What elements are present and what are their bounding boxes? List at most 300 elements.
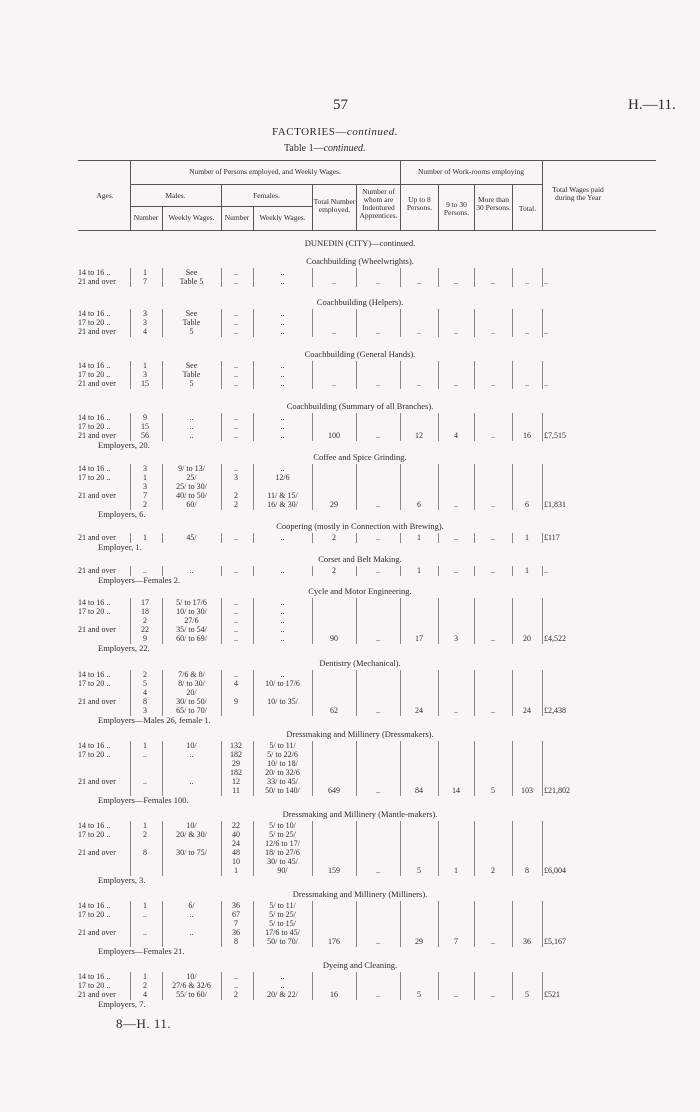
cell-mw: 30/ to 75/	[176, 848, 207, 857]
cell-mw: 9/ to 13/	[178, 464, 205, 473]
cell-mw: ..	[189, 910, 194, 919]
cell-mw: 6/	[188, 901, 195, 910]
cell-mw: 27/6	[184, 616, 199, 625]
cell-r2: ..	[454, 500, 458, 509]
cell-mw: 10/	[186, 821, 197, 830]
cell-fw: 50/ to 140/	[265, 786, 300, 795]
cell-tot: 16	[330, 990, 338, 999]
page-footer: 8—H. 11.	[116, 1016, 172, 1031]
cell-age: 21 and over	[78, 566, 116, 575]
cell-wages: £4,522	[544, 634, 566, 643]
cell-fw: ..	[280, 598, 285, 607]
employers-note: Employers—Males 26, female 1.	[98, 715, 211, 725]
cell-fw: ..	[280, 327, 285, 336]
cell-fw: ..	[280, 379, 285, 388]
cell-fw: 5/ to 10/	[269, 821, 296, 830]
cell-r1: ..	[417, 327, 421, 336]
cell-fn: 48	[232, 848, 240, 857]
cell-mn: 2	[143, 500, 147, 509]
cell-fw: 11/ & 15/	[267, 491, 298, 500]
cell-mn: 1	[143, 972, 147, 981]
cell-fw: ..	[280, 607, 285, 616]
cell-mn: 9	[143, 634, 147, 643]
cell-mn: 5	[143, 679, 147, 688]
cell-mw: Table	[182, 370, 201, 379]
cell-app: ..	[376, 277, 380, 286]
cell-rt: 1	[525, 533, 529, 542]
cell-age: 21 and over	[78, 533, 116, 542]
cell-age: 14 to 16 ..	[78, 464, 111, 473]
cell-mn: ..	[143, 910, 147, 919]
cell-age: 14 to 16 ..	[78, 972, 111, 981]
cell-fw: ..	[280, 981, 285, 990]
cell-r2: ..	[454, 566, 458, 575]
cell-fn: ..	[234, 616, 238, 625]
cell-fw: 5/ to 15/	[269, 919, 296, 928]
cell-mw: 30/ to 50/	[176, 697, 207, 706]
cell-app: ..	[376, 533, 380, 542]
cell-app: ..	[376, 500, 380, 509]
cell-fw: ..	[280, 318, 285, 327]
cell-age: 17 to 20 ..	[78, 981, 111, 990]
cell-fw: 20/ & 22/	[267, 990, 298, 999]
cell-fn: ..	[234, 431, 238, 440]
cell-fw: ..	[280, 670, 285, 679]
cell-mn: ..	[143, 777, 147, 786]
cell-fw: ..	[280, 413, 285, 422]
cell-mn: 2	[143, 830, 147, 839]
cell-wages: £21,802	[544, 786, 570, 795]
cell-fw: 20/ to 32/6	[265, 768, 300, 777]
cell-age: 21 and over	[78, 848, 116, 857]
cell-mn: 8	[143, 697, 147, 706]
cell-app: ..	[376, 634, 380, 643]
cell-fw: 10/ to 35/	[267, 697, 298, 706]
cell-mw: 27/6 & 32/6	[172, 981, 211, 990]
cell-mw: ..	[189, 750, 194, 759]
cell-mn: 3	[143, 464, 147, 473]
cell-mw: See	[185, 268, 198, 277]
cell-r3: 5	[491, 786, 495, 795]
cell-fw: ..	[280, 277, 285, 286]
cell-r1: 6	[417, 500, 421, 509]
cell-mn: 1	[143, 741, 147, 750]
cell-fn: 36	[232, 901, 240, 910]
cell-fw: 5/ to 11/	[269, 741, 296, 750]
cell-mn: 4	[143, 990, 147, 999]
cell-mw: 60/ to 69/	[176, 634, 207, 643]
cell-age: 14 to 16 ..	[78, 598, 111, 607]
section-title: Coffee and Spice Grinding.	[313, 452, 407, 462]
cell-mw: 10/	[186, 972, 197, 981]
table-label: Table 1—	[284, 143, 324, 154]
cell-tot: ..	[332, 327, 336, 336]
cell-r2: ..	[454, 277, 458, 286]
cell-mw: 60/	[186, 500, 197, 509]
employers-note: Employers—Females 21.	[98, 946, 185, 956]
cell-fw: 16/ & 30/	[267, 500, 298, 509]
section-title: Coachbuilding (Wheelwrights).	[306, 256, 414, 266]
section-title: Dentistry (Mechanical).	[319, 658, 401, 668]
cell-fn: 8	[234, 937, 238, 946]
cell-r1: ..	[417, 277, 421, 286]
header-persons-group: Number of Persons employed, and Weekly Wages.	[189, 167, 341, 176]
cell-fw: ..	[280, 634, 285, 643]
document-reference: H.—11.	[628, 97, 676, 113]
cell-fw: ..	[280, 309, 285, 318]
cell-r1: 12	[415, 431, 423, 440]
cell-fn: 3	[234, 473, 238, 482]
cell-mw: 65/ to 70/	[176, 706, 207, 715]
cell-mw: 35/ to 54/	[176, 625, 207, 634]
cell-mw: 40/ to 50/	[176, 491, 207, 500]
cell-fw: 10/ to 17/6	[265, 679, 300, 688]
cell-fw: 5/ to 25/	[269, 830, 296, 839]
cell-fw: ..	[280, 972, 285, 981]
cell-fw: 50/ to 70/	[267, 937, 298, 946]
cell-fn: 1	[234, 866, 238, 875]
cell-r2: ..	[454, 706, 458, 715]
cell-age: 14 to 16 ..	[78, 268, 111, 277]
cell-wages: £2,438	[544, 706, 566, 715]
cell-r1: 1	[417, 533, 421, 542]
section-title: Coachbuilding (General Hands).	[304, 349, 416, 359]
cell-mw: 8/ to 30/	[178, 679, 205, 688]
cell-mn: 2	[143, 981, 147, 990]
cell-tot: ..	[332, 277, 336, 286]
title-text: FACTORIES—	[272, 126, 347, 138]
cell-mw: 55/ to 60/	[176, 990, 207, 999]
cell-age: 14 to 16 ..	[78, 741, 111, 750]
cell-fw: 17/6 to 45/	[265, 928, 300, 937]
employers-note: Employers, 7.	[98, 999, 146, 1009]
cell-mw: Table 5	[179, 277, 204, 286]
table-subtitle	[284, 143, 366, 154]
cell-tot: 29	[330, 500, 338, 509]
cell-app: ..	[376, 866, 380, 875]
employers-note: Employers, 20.	[98, 440, 150, 450]
section-title: Dressmaking and Millinery (Mantle-makers).	[282, 809, 438, 819]
cell-r2: 7	[454, 937, 458, 946]
cell-tot: 159	[328, 866, 340, 875]
cell-fw: 12/6 to 17/	[265, 839, 300, 848]
table-suffix: continued.	[323, 143, 366, 154]
cell-mn: 9	[143, 413, 147, 422]
cell-r2: ..	[454, 533, 458, 542]
cell-rt: 5	[525, 990, 529, 999]
employers-note: Employers, 22.	[98, 643, 150, 653]
cell-wages: £1,831	[544, 500, 566, 509]
cell-mw: ..	[189, 422, 194, 431]
cell-fw: ..	[280, 625, 285, 634]
cell-mn: 1	[143, 821, 147, 830]
cell-fn: 4	[234, 679, 238, 688]
cell-wages: ..	[544, 379, 548, 388]
cell-age: 14 to 16 ..	[78, 309, 111, 318]
cell-age: 17 to 20 ..	[78, 607, 111, 616]
cell-rt: ..	[525, 277, 529, 286]
cell-fw: ..	[280, 431, 285, 440]
cell-age: 21 and over	[78, 697, 116, 706]
cell-wages: £6,004	[544, 866, 566, 875]
header-9-to-30: 9 to 30 Persons.	[443, 200, 470, 217]
cell-age: 17 to 20 ..	[78, 679, 111, 688]
cell-age: 17 to 20 ..	[78, 910, 111, 919]
cell-mw: ..	[189, 777, 194, 786]
cell-mn: 1	[143, 361, 147, 370]
cell-r3: ..	[491, 277, 495, 286]
cell-app: ..	[376, 379, 380, 388]
cell-fn: ..	[234, 268, 238, 277]
cell-mw: 10/ to 30/	[176, 607, 207, 616]
section-title: Cycle and Motor Engineering.	[308, 586, 412, 596]
cell-mw: 10/	[186, 741, 197, 750]
cell-app: ..	[376, 937, 380, 946]
cell-mn: 3	[143, 370, 147, 379]
cell-tot: ..	[332, 379, 336, 388]
cell-r3: ..	[491, 500, 495, 509]
cell-r2: ..	[454, 379, 458, 388]
cell-mw: 5	[189, 327, 194, 336]
cell-fn: 9	[234, 697, 238, 706]
cell-mn: 4	[143, 327, 147, 336]
cell-mw: See	[185, 309, 198, 318]
cell-r2: 1	[454, 866, 458, 875]
header-total-wages: Total Wages paid during the Year	[552, 185, 604, 202]
cell-age: 17 to 20 ..	[78, 422, 111, 431]
cell-rt: 36	[523, 937, 531, 946]
cell-age: 21 and over	[78, 990, 116, 999]
cell-mw: 5	[189, 379, 194, 388]
cell-rt: 1	[525, 566, 529, 575]
header-females: Females.	[253, 191, 280, 200]
cell-fn: ..	[234, 670, 238, 679]
cell-r3: ..	[491, 706, 495, 715]
cell-fn: ..	[234, 464, 238, 473]
cell-fn: ..	[234, 422, 238, 431]
cell-wages: ..	[544, 327, 548, 336]
cell-fw: 33/ to 45/	[267, 777, 298, 786]
employers-note: Employers, 6.	[98, 509, 146, 519]
cell-r3: ..	[491, 990, 495, 999]
cell-fn: 182	[230, 750, 242, 759]
cell-tot: 62	[330, 706, 338, 715]
cell-r1: 29	[415, 937, 423, 946]
cell-r1: ..	[417, 379, 421, 388]
cell-r2: ..	[454, 327, 458, 336]
cell-mn: 2	[143, 670, 147, 679]
cell-mn: 1	[143, 268, 147, 277]
cell-r3: ..	[491, 566, 495, 575]
cell-fn: ..	[234, 598, 238, 607]
employers-note: Employers—Females 2.	[98, 575, 181, 585]
cell-r3: ..	[491, 327, 495, 336]
cell-mn: 3	[143, 309, 147, 318]
cell-fn: 132	[230, 741, 242, 750]
cell-r2: ..	[454, 990, 458, 999]
cell-fn: 22	[232, 821, 240, 830]
cell-age: 17 to 20 ..	[78, 370, 111, 379]
cell-fw: 5/ to 11/	[269, 901, 296, 910]
cell-fw: 90/	[277, 866, 288, 875]
cell-fn: ..	[234, 981, 238, 990]
cell-age: 14 to 16 ..	[78, 901, 111, 910]
cell-age: 14 to 16 ..	[78, 361, 111, 370]
cell-fn: ..	[234, 607, 238, 616]
section-title: Corset and Belt Making.	[318, 554, 402, 564]
page-number: 57	[333, 97, 348, 113]
cell-rt: 24	[523, 706, 531, 715]
header-apprentices: Number of whom are Indentured Apprentices.	[359, 187, 398, 220]
cell-mw: 25/ to 30/	[176, 482, 207, 491]
cell-fn: 2	[234, 990, 238, 999]
header-male-number: Number	[133, 213, 159, 222]
cell-fw: ..	[280, 422, 285, 431]
cell-app: ..	[376, 431, 380, 440]
employers-note: Employers—Females 100.	[98, 795, 189, 805]
cell-mn: 18	[141, 607, 149, 616]
cell-fw: 12/6	[275, 473, 290, 482]
cell-mn: 1	[143, 533, 147, 542]
cell-mw: ..	[189, 566, 194, 575]
section-title: Dyeing and Cleaning.	[322, 960, 398, 970]
header-males: Males.	[165, 191, 186, 200]
cell-tot: 176	[328, 937, 340, 946]
cell-age: 21 and over	[78, 625, 116, 634]
cell-wages: ..	[544, 566, 548, 575]
cell-age: 14 to 16 ..	[78, 413, 111, 422]
cell-fw: 5/ to 22/6	[267, 750, 298, 759]
cell-mw: 25/	[186, 473, 197, 482]
cell-fw: 30/ to 45/	[267, 857, 298, 866]
cell-mn: 15	[141, 422, 149, 431]
title-suffix: continued.	[346, 126, 399, 138]
cell-age: 21 and over	[78, 327, 116, 336]
cell-mn: ..	[143, 566, 147, 575]
cell-fn: 2	[234, 500, 238, 509]
section-title: Dressmaking and Millinery (Milliners).	[292, 889, 428, 899]
cell-fn: ..	[234, 327, 238, 336]
cell-fn: ..	[234, 318, 238, 327]
cell-app: ..	[376, 990, 380, 999]
cell-fn: 24	[232, 839, 240, 848]
cell-age: 21 and over	[78, 928, 116, 937]
cell-mn: 2	[143, 616, 147, 625]
cell-mn: ..	[143, 750, 147, 759]
cell-wages: ..	[544, 277, 548, 286]
cell-mn: 8	[143, 848, 147, 857]
cell-fw: ..	[280, 533, 285, 542]
header-ages: Ages.	[96, 191, 114, 200]
cell-r1: 1	[417, 566, 421, 575]
cell-fw: ..	[280, 268, 285, 277]
cell-r1: 24	[415, 706, 423, 715]
employers-note: Employers, 3.	[98, 875, 146, 885]
cell-fn: 40	[232, 830, 240, 839]
cell-r3: ..	[491, 634, 495, 643]
cell-mw: See	[185, 361, 198, 370]
cell-fn: ..	[234, 566, 238, 575]
cell-r3: 2	[491, 866, 495, 875]
cell-age: 14 to 16 ..	[78, 670, 111, 679]
cell-rt: 20	[523, 634, 531, 643]
cell-fw: ..	[280, 464, 285, 473]
cell-app: ..	[376, 566, 380, 575]
cell-fn: ..	[234, 361, 238, 370]
cell-tot: 2	[332, 533, 336, 542]
cell-r3: ..	[491, 379, 495, 388]
cell-tot: 2	[332, 566, 336, 575]
cell-r1: 5	[417, 990, 421, 999]
cell-age: 21 and over	[78, 491, 116, 500]
cell-r3: ..	[491, 937, 495, 946]
cell-fn: ..	[234, 533, 238, 542]
cell-fw: 10/ to 18/	[267, 759, 298, 768]
cell-fw: ..	[280, 566, 285, 575]
cell-fn: ..	[234, 413, 238, 422]
cell-fw: ..	[280, 616, 285, 625]
cell-rt: 8	[525, 866, 529, 875]
cell-fn: 12	[232, 777, 240, 786]
cell-mw: 7/6 & 8/	[178, 670, 205, 679]
cell-fw: ..	[280, 361, 285, 370]
cell-fn: 67	[232, 910, 240, 919]
employers-note: Employer, 1.	[98, 542, 142, 552]
cell-fn: ..	[234, 379, 238, 388]
section-title: Coachbuilding (Helpers).	[316, 297, 404, 307]
cell-wages: £5,167	[544, 937, 566, 946]
cell-rt: ..	[525, 379, 529, 388]
cell-rt: 6	[525, 500, 529, 509]
cell-fn: 10	[232, 857, 240, 866]
header-up-to-8: Up to 8 Persons.	[406, 195, 433, 212]
cell-tot: 649	[328, 786, 340, 795]
cell-age: 17 to 20 ..	[78, 318, 111, 327]
cell-mn: 7	[143, 491, 147, 500]
cell-r1: 84	[415, 786, 423, 795]
cell-age: 17 to 20 ..	[78, 473, 111, 482]
cell-r2: 14	[452, 786, 460, 795]
cell-wages: £117	[544, 533, 560, 542]
cell-fn: 11	[232, 786, 240, 795]
cell-fw: ..	[280, 370, 285, 379]
cell-mw: ..	[189, 431, 194, 440]
cell-mn: 7	[143, 277, 147, 286]
cell-mn: 4	[143, 688, 147, 697]
cell-fn: ..	[234, 972, 238, 981]
cell-fn: ..	[234, 277, 238, 286]
cell-age: 17 to 20 ..	[78, 830, 111, 839]
cell-fn: ..	[234, 370, 238, 379]
cell-fn: ..	[234, 634, 238, 643]
header-female-number: Number	[224, 213, 250, 222]
cell-mn: 3	[143, 318, 147, 327]
cell-r2: 3	[454, 634, 458, 643]
cell-r2: 4	[454, 431, 458, 440]
cell-tot: 90	[330, 634, 338, 643]
cell-age: 14 to 16 ..	[78, 821, 111, 830]
cell-app: ..	[376, 706, 380, 715]
header-more-than-30: More than 30 Persons.	[476, 195, 511, 212]
cell-mw: Table	[182, 318, 201, 327]
cell-fn: ..	[234, 309, 238, 318]
cell-fn: 2	[234, 491, 238, 500]
cell-wages: £7,515	[544, 431, 566, 440]
cell-mn: 15	[141, 379, 149, 388]
cell-fn: ..	[234, 625, 238, 634]
cell-age: 21 and over	[78, 777, 116, 786]
cell-wages: £521	[544, 990, 560, 999]
